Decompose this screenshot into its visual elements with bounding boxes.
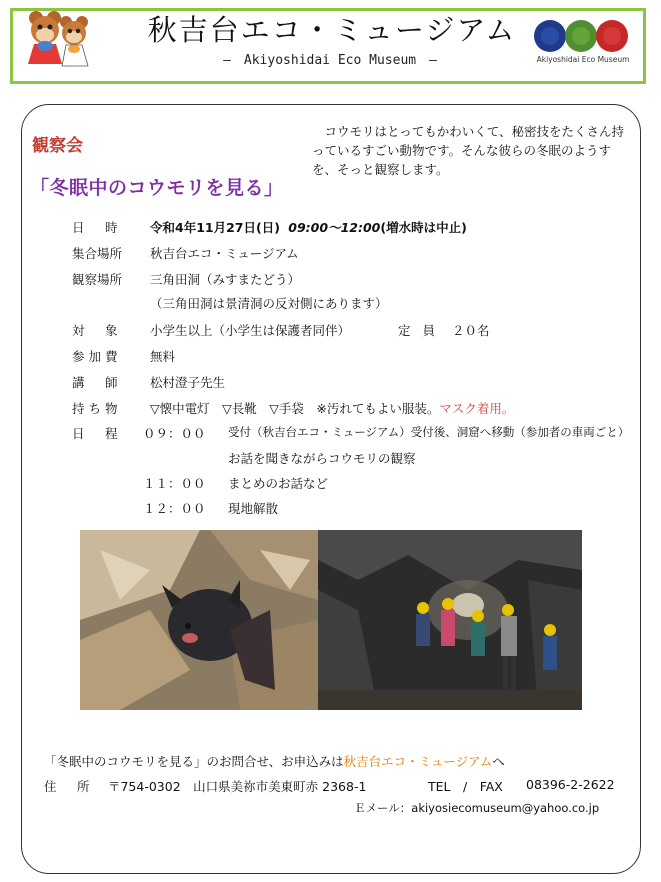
header-title: 秋吉台エコ・ミュージアム: [147, 13, 517, 47]
site-value: 三角田洞（みすまたどう）: [150, 272, 301, 287]
lecturer-value: 松村澄子先生: [150, 375, 226, 390]
target-label: 対 象: [72, 323, 122, 338]
schedule-desc: 受付（秋吉台エコ・ミュージアム）受付後、洞窟へ移動（参加者の車両ごと）: [228, 425, 630, 439]
schedule-desc: まとめのお話など: [228, 476, 329, 491]
email-label: Ｅメール：: [354, 801, 412, 815]
schedule-desc: 現地解散: [228, 501, 279, 516]
address-value: 〒754-0302 山口県美祢市美東町赤 2368-1: [107, 779, 367, 794]
inquiry-line: 「冬眠中のコウモリを見る」のお問合せ、お申込みは秋吉台エコ・ミュージアムへ: [44, 754, 505, 769]
event-title: 「冬眠中のコウモリを見る」: [30, 177, 284, 199]
email-value[interactable]: akiyosiecomuseum@yahoo.co.jp: [411, 801, 600, 815]
cave-photo: [318, 530, 582, 710]
schedule-time: ０９：００: [143, 426, 206, 441]
mask-note: マスク着用。: [439, 401, 515, 416]
date-value: 令和4年11月27日(日) 09:00～12:00(増水時は中止): [150, 220, 467, 235]
fee-label: 参加費: [72, 349, 122, 364]
schedule-desc: お話を聞きながらコウモリの観察: [228, 451, 416, 466]
schedule-time: １２：００: [143, 501, 206, 516]
items-label: 持ち物: [72, 401, 122, 416]
logo-caption: Akiyoshidai Eco Museum: [536, 55, 630, 64]
date-label: 日 時: [72, 220, 122, 235]
fee-value: 無料: [150, 349, 176, 364]
address-label: 住 所: [44, 779, 94, 794]
capacity-value: ２０名: [452, 323, 490, 338]
items-value: ▽懐中電灯 ▽長靴 ▽手袋 ※汚れてもよい服装。マスク着用。: [150, 401, 515, 416]
mascot-mice-illustration: [14, 6, 100, 70]
schedule-label: 日 程: [72, 426, 122, 441]
site-label: 観察場所: [72, 272, 123, 287]
inquiry-org: 秋吉台エコ・ミュージアム: [343, 754, 493, 769]
tel-label: TEL / FAX: [428, 779, 503, 794]
target-value: 小学生以上（小学生は保護者同伴）: [150, 323, 351, 338]
email-line: [354, 800, 599, 816]
event-intro-text: コウモリはとってもかわいくて、秘密技をたくさん持っているすごい動物です。そんな彼らの冬眠のようすを、そっと観察します。: [312, 124, 625, 177]
meet-value: 秋吉台エコ・ミュージアム: [150, 246, 299, 261]
tel-value: 08396-2-2622: [526, 777, 615, 792]
capacity-label: 定 員: [398, 323, 439, 338]
site-note: （三角田洞は景清洞の反対側にあります）: [150, 296, 388, 311]
event-type-heading: 観察会: [32, 136, 83, 156]
meet-label: 集合場所: [72, 246, 123, 261]
address-line: [44, 777, 615, 795]
lecturer-label: 講 師: [72, 375, 122, 390]
bat-photo: [80, 530, 318, 710]
header-subtitle: ― Akiyoshidai Eco Museum ―: [223, 53, 437, 68]
schedule-time: １１：００: [143, 476, 206, 491]
